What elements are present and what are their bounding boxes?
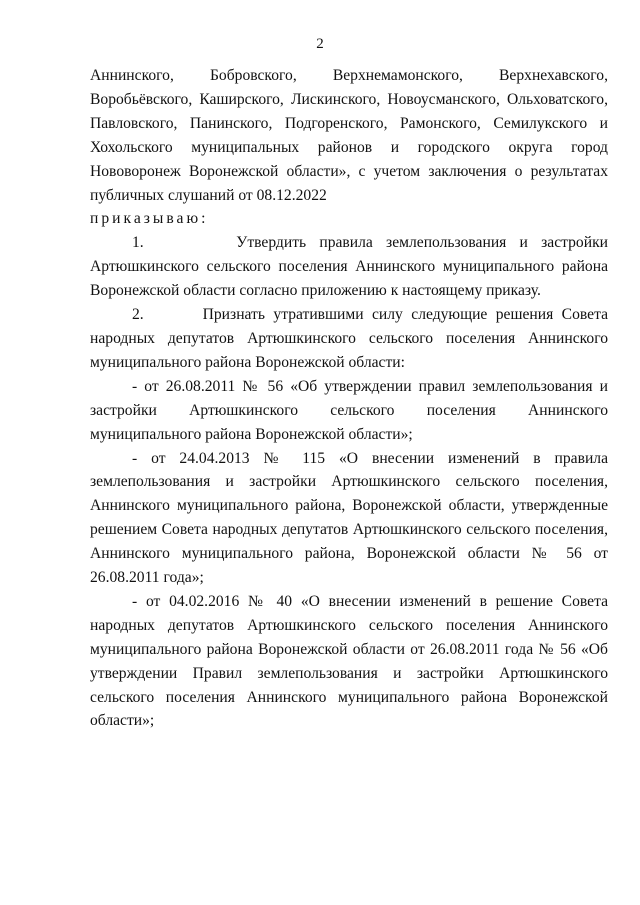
list-item-number: 1. (132, 234, 144, 252)
list-item-text: Утвердить правила землепользования и застройки Артюшкинского сельского поселения Аннинского муниципального района Воронежской области согласно приложению к настоящему приказу. (90, 234, 608, 300)
list-item-2 (90, 303, 608, 375)
page-number: 2 (316, 36, 324, 52)
sub-item-2: - от 24.04.2013 № 115 «О внесении изменений в правила землепользования и застройки Артюшкинского сельского поселения, Аннинского муниципального района, Воронежской области, утвержденные решением Совета народных депутатов Артюшкинского сельского поселения, Аннинского муниципального района, Воронежской области № 56 от 26.08.2011 года»; (90, 449, 608, 587)
document-body (90, 64, 608, 733)
sub-item-1: - от 26.08.2011 № 56 «Об утверждении правил землепользования и застройки Артюшкинского сельского поселения Аннинского муниципального района Воронежской области»; (90, 377, 608, 443)
sub-item-3: - от 04.02.2016 № 40 «О внесении изменений в решение Совета народных депутатов Артюшкинского сельского поселения Аннинского муниципального района Воронежской области от 26.08.2011 года № 56 «Об утверждении Правил землепользования и застройки Артюшкинского сельского поселения Аннинского муниципального района Воронежской области»; (90, 592, 608, 730)
list-item-number: 2. (132, 306, 144, 324)
list-item-text: Признать утратившими силу следующие решения Совета народных депутатов Артюшкинского сельского поселения Аннинского муниципального района Воронежской области: (90, 306, 609, 371)
intro-paragraph: Аннинского, Бобровского, Верхнемамонского, Верхнехавского, Воробьёвского, Каширского, Лискинского, Новоусманского, Ольховатского, Павловского, Панинского, Подгоренского, Рамонского, Семилукского и Хохольского муниципальных районов и городского округа город Нововоронеж Воронежской области», с учетом заключения о результатах публичных слушаний от 08.12.2022 (90, 67, 608, 204)
directive-heading: приказываю: (90, 210, 209, 228)
list-item-1 (90, 231, 608, 303)
